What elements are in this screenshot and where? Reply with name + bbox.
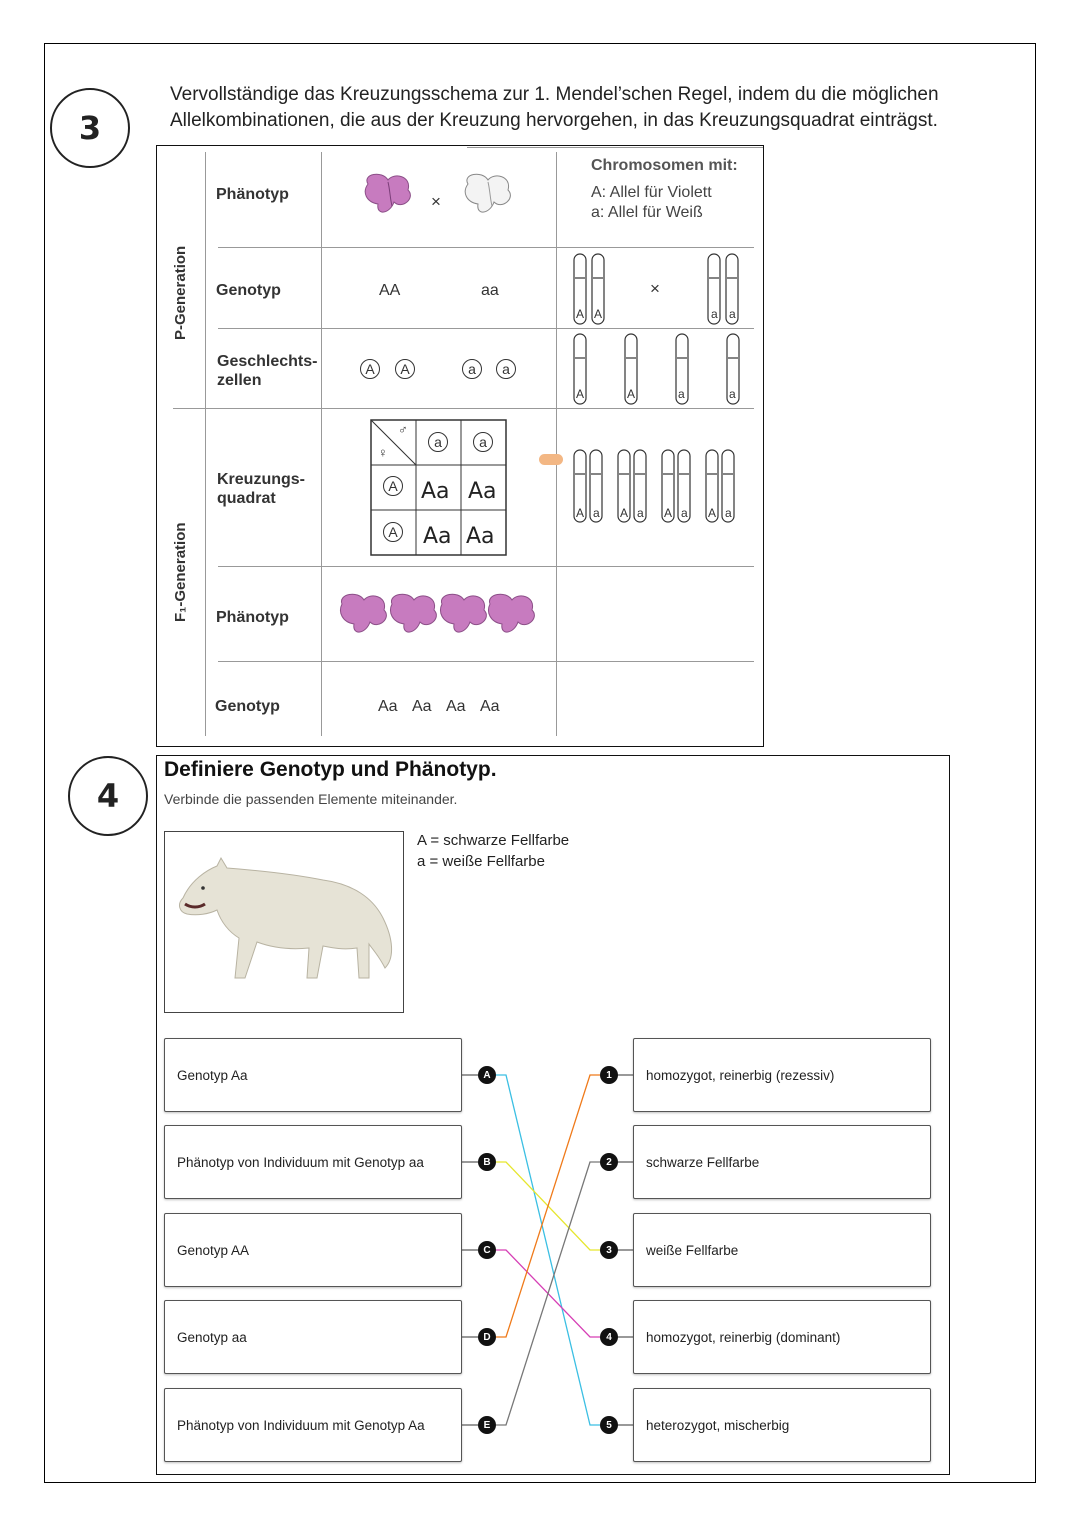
chromo-label: A <box>627 387 636 401</box>
connection-line-E-2 <box>496 1162 600 1425</box>
f1-genotype: Aa <box>412 698 432 715</box>
chromo-label: A <box>576 506 585 520</box>
gamete-circle: A <box>360 359 380 379</box>
chromo-label: a <box>711 307 718 321</box>
f1-genotype: Aa <box>446 698 466 715</box>
right-connector[interactable]: 1 <box>600 1066 618 1084</box>
chromosome-legend-line1: A: Allel für Violett <box>591 184 712 201</box>
task4-title: Definiere Genotyp und Phänotyp. <box>164 758 497 781</box>
right-connector[interactable]: 4 <box>600 1328 618 1346</box>
punnett-female-allele: A <box>383 522 403 542</box>
row-label-kreuzungsquadrat-2: quadrat <box>217 490 276 507</box>
chromo-label: a <box>681 506 688 520</box>
left-connector[interactable]: A <box>478 1066 496 1084</box>
row-label-phaenotyp: Phänotyp <box>216 186 289 203</box>
right-connector[interactable]: 2 <box>600 1153 618 1171</box>
p-genotype-left: AA <box>379 282 401 299</box>
punnett-cell[interactable]: Aa <box>466 524 495 549</box>
punnett-cell[interactable]: Aa <box>423 524 452 549</box>
task4-subtitle: Verbinde die passenden Elemente miteinander. <box>164 791 458 807</box>
task-number-4: 4 <box>68 756 148 836</box>
chromo-label: a <box>678 387 685 401</box>
row-label-kreuzungsquadrat-1: Kreuzungs- <box>217 471 305 488</box>
chromo-cross-symbol: × <box>650 279 660 298</box>
cross-symbol: × <box>431 192 441 211</box>
left-connector[interactable]: E <box>478 1416 496 1434</box>
left-connector[interactable]: B <box>478 1153 496 1171</box>
match-left-item[interactable]: Genotyp AA <box>164 1213 462 1287</box>
chromo-label: A <box>620 506 629 520</box>
connection-line-A-5 <box>496 1075 600 1425</box>
gamete-circle: A <box>395 359 415 379</box>
legend-line-2: a = weiße Fellfarbe <box>417 853 545 870</box>
chromo-label: A <box>576 307 585 321</box>
connection-line-D-1 <box>496 1075 600 1337</box>
gamete-circle: a <box>496 359 516 379</box>
task3-instruction: Vervollständige das Kreuzungsschema zur 1. Mendel’schen Regel, indem du die möglichen Allelkombinationen, die aus der Kreuzung hervorgehen, in das Kreuzungsquadrat einträgst. <box>170 84 939 131</box>
chromo-label: A <box>594 307 603 321</box>
chromo-label: A <box>664 506 673 520</box>
task-number-3: 3 <box>50 88 130 168</box>
match-right-item[interactable]: heterozygot, mischerbig <box>633 1388 931 1462</box>
right-connector[interactable]: 5 <box>600 1416 618 1434</box>
punnett-male-allele: a <box>428 432 448 452</box>
gamete-circle: a <box>462 359 482 379</box>
row-label-geschlechtszellen-2: zellen <box>217 372 262 389</box>
match-left-item[interactable]: Genotyp Aa <box>164 1038 462 1112</box>
match-left-item[interactable]: Phänotyp von Individuum mit Genotyp aa <box>164 1125 462 1199</box>
chromo-label: a <box>729 307 736 321</box>
chromo-label: A <box>708 506 717 520</box>
punnett-male-allele: a <box>473 432 493 452</box>
p-generation-label: P-Generation <box>172 245 189 340</box>
left-connector[interactable]: D <box>478 1328 496 1346</box>
f1-genotype: Aa <box>480 698 500 715</box>
male-symbol: ♂ <box>398 422 408 437</box>
match-left-item[interactable]: Phänotyp von Individuum mit Genotyp Aa <box>164 1388 462 1462</box>
legend-line-1: A = schwarze Fellfarbe <box>417 832 570 849</box>
match-right-item[interactable]: homozygot, reinerbig (rezessiv) <box>633 1038 931 1112</box>
female-symbol: ♀ <box>378 445 388 460</box>
punnett-female-allele: A <box>383 476 403 496</box>
match-right-item[interactable]: homozygot, reinerbig (dominant) <box>633 1300 931 1374</box>
p-genotype-right: aa <box>481 282 499 299</box>
match-left-item[interactable]: Genotyp aa <box>164 1300 462 1374</box>
row-label-geschlechtszellen-1: Geschlechts- <box>217 353 318 370</box>
chromosome-legend-title: Chromosomen mit: <box>591 157 738 174</box>
chromo-label: a <box>725 506 732 520</box>
f1-genotype: Aa <box>378 698 398 715</box>
chromo-label: a <box>593 506 600 520</box>
punnett-cell[interactable]: Aa <box>421 479 450 504</box>
right-connector[interactable]: 3 <box>600 1241 618 1259</box>
row-label-genotyp: Genotyp <box>216 282 281 299</box>
f1-generation-label: F₁-Generation <box>172 522 189 622</box>
chromo-label: a <box>637 506 644 520</box>
chromo-label: A <box>576 387 585 401</box>
match-right-item[interactable]: schwarze Fellfarbe <box>633 1125 931 1199</box>
match-right-item[interactable]: weiße Fellfarbe <box>633 1213 931 1287</box>
row-label-f1-genotyp: Genotyp <box>215 698 280 715</box>
punnett-cell[interactable]: Aa <box>468 479 497 504</box>
left-connector[interactable]: C <box>478 1241 496 1259</box>
row-label-f1-phaenotyp: Phänotyp <box>216 609 289 626</box>
chromosome-legend-line2: a: Allel für Weiß <box>591 204 703 221</box>
chromo-label: a <box>729 387 736 401</box>
